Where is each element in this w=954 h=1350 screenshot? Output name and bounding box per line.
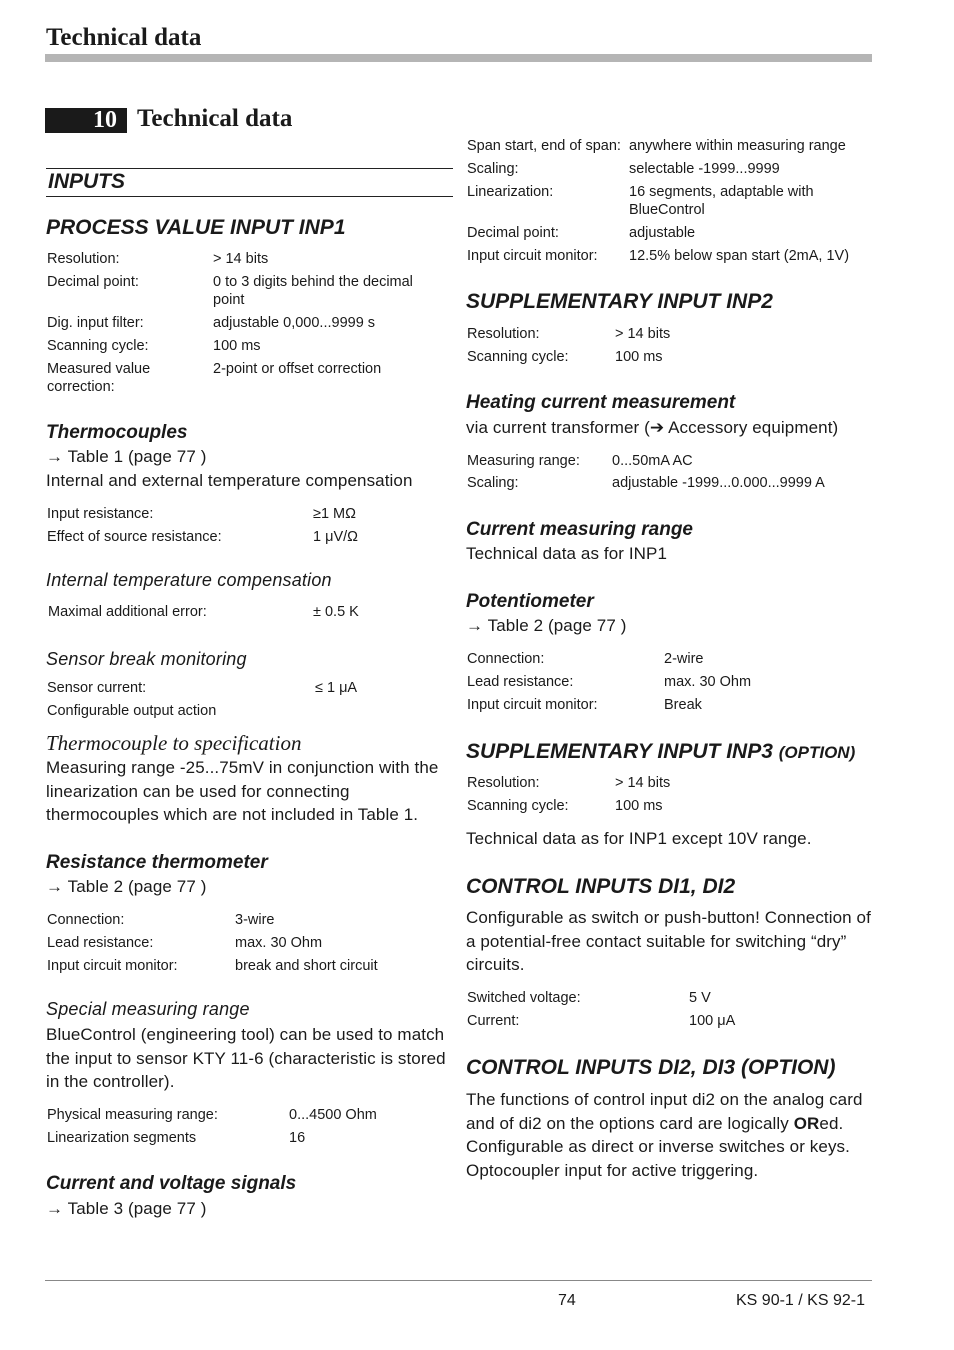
- table-row: [467, 989, 847, 1007]
- table-value: ± 0.5 K: [313, 604, 359, 620]
- chapter-title: Technical data: [137, 105, 293, 132]
- table-value: 0...50mA AC: [612, 453, 693, 469]
- thermocouples-table: [47, 505, 427, 551]
- span-table: [467, 137, 867, 270]
- table-key: Effect of source resistance:: [47, 529, 222, 545]
- table-value: adjustable -1999...0.000...9999 A: [612, 475, 825, 491]
- table-key: Connection:: [467, 651, 545, 667]
- table-row: [47, 1106, 427, 1124]
- table-row: [467, 696, 847, 714]
- table-key: Scaling:: [467, 161, 519, 177]
- itc-table: [48, 603, 428, 626]
- chapter-number: 10: [45, 108, 127, 133]
- table-value: 100 ms: [213, 338, 261, 354]
- table-value: max. 30 Ohm: [235, 935, 323, 951]
- di2-text-ed: ed.: [819, 1113, 844, 1133]
- table-value: 3-wire: [235, 912, 275, 928]
- page-number: 74: [558, 1292, 576, 1309]
- pot-ref: → Table 2 (page 77 ): [466, 616, 627, 635]
- table-key: Measured value correction:: [47, 361, 151, 395]
- document-id: KS 90-1 / KS 92-1: [736, 1292, 865, 1309]
- table-key: Maximal additional error:: [48, 604, 207, 620]
- table-row: [47, 679, 427, 697]
- table-row: [467, 348, 847, 366]
- table-row: [47, 1129, 427, 1147]
- inp3-option: (OPTION): [778, 743, 856, 762]
- inp2-heading: SUPPLEMENTARY INPUT INP2: [466, 290, 773, 313]
- table-value: 5 V: [689, 990, 711, 1006]
- table-key: Current:: [467, 1013, 520, 1029]
- pot-table: [467, 650, 847, 719]
- table-key: Scanning cycle:: [467, 349, 569, 365]
- sbm-heading: Sensor break monitoring: [46, 649, 247, 669]
- table-key: Lead resistance:: [47, 935, 154, 951]
- inputs-heading: INPUTS: [48, 170, 126, 193]
- table-key: Input circuit monitor:: [467, 697, 598, 713]
- thermocouples-ref: → Table 1 (page 77 ): [46, 447, 207, 466]
- table-value: selectable -1999...9999: [629, 161, 780, 177]
- table-value: 100 ms: [615, 349, 663, 365]
- table-key: Connection:: [47, 912, 125, 928]
- tts-text: Measuring range -25...75mV in conjunction with the linearization can be used for connecting thermocouples which are not included in Table 1.: [46, 758, 439, 824]
- rt-table: [47, 911, 427, 980]
- table-row: [47, 337, 427, 355]
- table-key: Physical measuring range:: [47, 1107, 218, 1123]
- table-row: [47, 273, 427, 309]
- table-value: 100 ms: [615, 798, 663, 814]
- header-bar: [45, 54, 872, 62]
- cmr-heading: Current measuring range: [466, 519, 693, 540]
- table-row: [467, 774, 847, 792]
- table-key: Sensor current:: [47, 680, 147, 696]
- table-key: Switched voltage:: [467, 990, 581, 1006]
- cvs-heading: Current and voltage signals: [46, 1173, 297, 1194]
- table-key: Decimal point:: [47, 274, 139, 290]
- table-key: Scanning cycle:: [467, 798, 569, 814]
- table-row: [47, 957, 427, 975]
- table-row: [467, 797, 847, 815]
- di2-text-b: Configurable as direct or inverse switches or keys. Optocoupler input for active triggering.: [466, 1137, 850, 1180]
- pot-heading: Potentiometer: [466, 591, 594, 612]
- cmr-text: Technical data as for INP1: [466, 544, 668, 563]
- di2-text: [466, 1088, 876, 1182]
- table-value: 2-point or offset correction: [213, 361, 382, 377]
- table-row: [47, 702, 427, 720]
- di1-text: Configurable as switch or push-button! Connection of a potential-free contact suitable for switching “dry” circuits.: [466, 908, 871, 974]
- smr-text: BlueControl (engineering tool) can be used to match the input to sensor KTY 11-6 (characteristic is stored in the controller).: [46, 1025, 446, 1091]
- table-value: anywhere within measuring range: [629, 138, 846, 154]
- table-value: 0 to 3 digits behind the decimal point: [213, 274, 413, 308]
- table-key: Input resistance:: [47, 506, 154, 522]
- table-row: [47, 505, 427, 523]
- table-key: Input circuit monitor:: [47, 958, 178, 974]
- table-row: [47, 911, 427, 929]
- table-key: Dig. input filter:: [47, 315, 144, 331]
- table-key: Resolution:: [47, 251, 120, 267]
- itc-heading: Internal temperature compensation: [46, 570, 332, 590]
- table-row: [48, 603, 428, 621]
- table-row: [467, 247, 867, 265]
- table-key: Lead resistance:: [467, 674, 574, 690]
- table-row: [47, 360, 427, 396]
- hcm-table: [467, 452, 867, 496]
- table-row: [467, 224, 867, 242]
- table-value: adjustable: [629, 225, 696, 241]
- di2-text-a: The functions of control input di2 on the analog card and of di2 on the options card are logically: [466, 1090, 863, 1133]
- thermocouples-text: Internal and external temperature compensation: [46, 471, 413, 490]
- table-row: [467, 183, 867, 219]
- rt-heading: Resistance thermometer: [46, 852, 268, 873]
- inp3-heading: [466, 740, 855, 764]
- table-key: Linearization:: [467, 184, 554, 200]
- table-row: [47, 528, 427, 546]
- di2-text-or: OR: [793, 1113, 820, 1133]
- inp1-heading: PROCESS VALUE INPUT INP1: [46, 216, 346, 239]
- table-key: Input circuit monitor:: [467, 248, 598, 264]
- inp1-table: [47, 250, 427, 401]
- inp3-text: Technical data as for INP1 except 10V range.: [466, 829, 812, 848]
- inp2-table: [467, 325, 847, 371]
- table-row: [467, 452, 867, 470]
- table-row: [47, 314, 427, 332]
- table-value: > 14 bits: [615, 326, 671, 342]
- hcm-heading: Heating current measurement: [466, 392, 736, 413]
- table-value: 1 μV/Ω: [313, 529, 358, 545]
- inp3-table: [467, 774, 847, 820]
- footer-rule: [45, 1280, 872, 1281]
- table-value: > 14 bits: [615, 775, 671, 791]
- table-value: max. 30 Ohm: [664, 674, 752, 690]
- hcm-text: via current transformer (➔ Accessory equipment): [466, 418, 839, 437]
- table-value: 16: [289, 1130, 306, 1146]
- table-key: Decimal point:: [467, 225, 559, 241]
- cvs-ref: → Table 3 (page 77 ): [46, 1199, 207, 1218]
- table-value: > 14 bits: [213, 251, 269, 267]
- tts-heading: Thermocouple to specification: [46, 731, 302, 755]
- table-row: [47, 250, 427, 268]
- table-key: Span start, end of span:: [467, 138, 621, 154]
- di1-table: [467, 989, 847, 1035]
- table-key: Resolution:: [467, 775, 540, 791]
- table-value: 16 segments, adaptable with BlueControl: [629, 184, 814, 218]
- rt-ref: → Table 2 (page 77 ): [46, 877, 207, 896]
- table-key: Scaling:: [467, 475, 519, 491]
- table-row: [467, 650, 847, 668]
- table-value: adjustable 0,000...9999 s: [213, 315, 376, 331]
- smr-table: [47, 1106, 427, 1152]
- table-value: ≥1 MΩ: [313, 506, 356, 522]
- table-value: 12.5% below span start (2mA, 1V): [629, 248, 850, 264]
- table-value: Break: [664, 697, 702, 713]
- di1-heading: CONTROL INPUTS DI1, DI2: [466, 875, 736, 898]
- table-value: ≤ 1 μA: [315, 680, 358, 696]
- table-key: Resolution:: [467, 326, 540, 342]
- table-row: [467, 137, 867, 155]
- table-key: Linearization segments: [47, 1130, 197, 1146]
- table-row: [467, 1012, 847, 1030]
- table-value: 100 μA: [689, 1013, 736, 1029]
- inputs-rule-bottom: [46, 196, 453, 197]
- table-row: [47, 934, 427, 952]
- inputs-rule-top: [46, 168, 453, 169]
- table-row: [467, 673, 847, 691]
- di2-heading: CONTROL INPUTS DI2, DI3 (OPTION): [466, 1056, 836, 1079]
- running-header-title: Technical data: [46, 24, 202, 51]
- sbm-table: [47, 679, 427, 725]
- thermocouples-heading: Thermocouples: [46, 422, 188, 443]
- table-value: 2-wire: [664, 651, 704, 667]
- table-value: break and short circuit: [235, 958, 378, 974]
- inp3-title: SUPPLEMENTARY INPUT INP3: [466, 740, 773, 763]
- table-key: Configurable output action: [47, 703, 217, 719]
- table-value: [315, 702, 427, 720]
- table-row: [467, 325, 847, 343]
- smr-heading: Special measuring range: [46, 999, 250, 1019]
- table-value: 0...4500 Ohm: [289, 1107, 377, 1123]
- table-key: Measuring range:: [467, 453, 580, 469]
- table-row: [467, 160, 867, 178]
- table-row: [467, 474, 867, 492]
- table-key: Scanning cycle:: [47, 338, 149, 354]
